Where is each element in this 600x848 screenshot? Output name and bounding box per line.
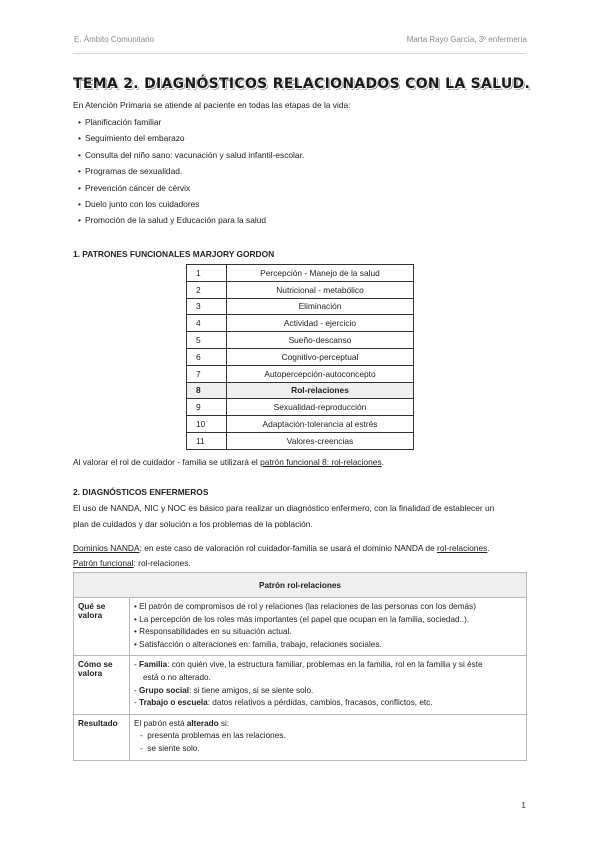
list-item: • Consulta del niño sano: vacunación y salud infantil-escolar. [78, 147, 304, 163]
intro-text: En Atención Primaria se atiende al paciente en todas las etapas de la vida: [73, 100, 351, 110]
pattern-name: Autopercepción-autoconcepto [227, 365, 414, 382]
que-content [130, 598, 527, 656]
table-header-row [74, 573, 527, 598]
dominios-label: Dominios NANDA [73, 543, 140, 553]
item-bold: Trabajo o escuela [139, 698, 208, 708]
pattern-name: Cognitivo-perceptual [227, 348, 414, 365]
como-label: Cómo se valora [74, 656, 130, 714]
list-item: • Responsabilidades en su situación actual. [134, 627, 292, 637]
pattern-name: Nutricional - metabólico [227, 281, 414, 298]
header-right: Marta Rayo García, 3º enfermería [406, 35, 527, 44]
dominios-link: rol-relaciones [437, 543, 488, 553]
pattern-number: 2 [187, 281, 227, 298]
table-row [187, 365, 414, 382]
note-link: patrón funcional 8: rol-relaciones [260, 457, 382, 467]
table-row [187, 399, 414, 416]
pattern-number: 7 [187, 365, 227, 382]
stages-list [78, 114, 304, 229]
list-item: - Trabajo o escuela: datos relativos a pérdidas, cambios, fracasos, conflictos, etc. [134, 698, 433, 708]
item-bold: Grupo social [139, 685, 190, 695]
list-item: • El patrón de compromisos de rol y relaciones (las relaciones de las personas con los demás) [134, 602, 476, 611]
dominios-end: . [487, 543, 490, 553]
pattern-name: Actividad - ejercicio [227, 315, 414, 332]
item-text: : con quién vive, la estructura familiar, problemas en la familia, rol en la familia y si éste [167, 660, 483, 670]
item-text: El patrón está [134, 718, 187, 728]
list-item: • Programas de sexualidad. [78, 163, 304, 179]
resultado-content [130, 714, 527, 760]
item-text: presenta problemas en las relaciones. [147, 731, 286, 741]
table-row [187, 416, 414, 433]
pattern-number: 6 [187, 348, 227, 365]
item-text: : si tiene amigos, si se siente solo. [189, 685, 314, 695]
pattern-name: Sexualidad-reproducción [227, 399, 414, 416]
list-item: • Satisfacción o alteraciones en: familia, trabajo, relaciones sociales. [134, 639, 382, 649]
section2-heading: 2. DIAGNÓSTICOS ENFERMEROS [73, 487, 209, 497]
list-item: - Familia: con quién vive, la estructura familiar, problemas en la familia, rol en la familia y si éste [134, 660, 483, 670]
pattern-name: Rol-relaciones [227, 382, 414, 399]
patron-line [73, 558, 191, 568]
section1-note [73, 457, 384, 467]
section2-para-line1: El uso de NANDA, NIC y NOC es básico para realizar un diagnóstico enfermero, con la finalidad de establecer un [73, 503, 495, 513]
item-text: se siente solo. [147, 743, 200, 753]
note-text: Al valorar el rol de cuidador - familia se utilizará el [73, 457, 261, 467]
pattern-name: Valores-creencias [227, 432, 414, 449]
table-row-highlighted [187, 382, 414, 399]
como-content [130, 656, 527, 714]
pattern-name: Sueño-descanso [227, 332, 414, 349]
pattern-number: 11 [187, 432, 227, 449]
list-item: - presenta problemas en las relaciones. [140, 731, 286, 741]
table-row [187, 315, 414, 332]
item-bold: Familia [139, 660, 168, 670]
section2-para-line2: plan de cuidados y dar solución a los problemas de la población. [73, 519, 313, 529]
que-label: Qué se valora [74, 598, 130, 656]
item-bold: alterado [186, 718, 219, 728]
table-header: Patrón rol-relaciones [74, 573, 527, 598]
pattern-number: 5 [187, 332, 227, 349]
note-end: . [381, 457, 384, 467]
list-item: • Duelo junto con los cuidadores [78, 196, 304, 212]
table-row [187, 298, 414, 315]
table-row [187, 348, 414, 365]
list-item: • Prevención cáncer de cérvix [78, 180, 304, 196]
table-row [74, 598, 527, 656]
resultado-label: Resultado [74, 714, 130, 760]
pattern-number: 3 [187, 298, 227, 315]
list-item: - Grupo social: si tiene amigos, si se siente solo. [134, 685, 314, 695]
page-number: 1 [521, 800, 526, 810]
pattern-number: 9 [187, 399, 227, 416]
item-text: : datos relativos a pérdidas, cambios, fracasos, conflictos, etc. [207, 698, 433, 708]
rol-relaciones-table [73, 572, 527, 761]
header-left: E. Ámbito Comunitario [74, 35, 155, 44]
pattern-name: Percepción - Manejo de la salud [227, 265, 414, 282]
patron-text: : rol-relaciones. [133, 558, 191, 568]
table-row [74, 656, 527, 714]
table-row [74, 714, 527, 760]
list-item-cont: está o no alterado. [143, 672, 211, 682]
item-text: Satisfacción o alteraciones en: familia, trabajo, relaciones sociales. [139, 639, 382, 649]
list-item: • Promoción de la salud y Educación para la salud [78, 212, 304, 228]
header-divider [73, 53, 526, 54]
section1-heading: 1. PATRONES FUNCIONALES MARJORY GORDON [73, 249, 275, 259]
dominios-text: : en este caso de valoración rol cuidador-familia se usará el dominio NANDA de [139, 543, 438, 553]
pattern-number: 1 [187, 265, 227, 282]
list-item: • Seguimiento del embarazo [78, 130, 304, 146]
gordon-patterns-table [186, 264, 414, 450]
pattern-name: Eliminación [227, 298, 414, 315]
list-item: - se siente solo. [140, 743, 200, 753]
table-row [187, 265, 414, 282]
item-text: La percepción de los roles más importantes (el papel que ocupan en la familia, sociedad..). [139, 614, 470, 624]
resultado-intro [134, 718, 522, 731]
table-row [187, 432, 414, 449]
item-text: si: [218, 718, 230, 728]
pattern-number: 8 [187, 382, 227, 399]
item-text: El patrón de compromisos de rol y relaciones (las relaciones de las personas con los demás) [139, 602, 476, 611]
pattern-number: 10 [187, 416, 227, 433]
pattern-name: Adaptación-tolerancia al estrés [227, 416, 414, 433]
pattern-number: 4 [187, 315, 227, 332]
table-row [187, 281, 414, 298]
page-title: TEMA 2. DIAGNÓSTICOS RELACIONADOS CON LA SALUD. [73, 76, 531, 92]
item-text: Responsabilidades en su situación actual. [139, 627, 292, 637]
table-row [187, 332, 414, 349]
patron-label: Patrón funcional [73, 558, 134, 568]
dominios-line [73, 543, 490, 553]
list-item: • La percepción de los roles más importantes (el papel que ocupan en la familia, sociedad..). [134, 614, 470, 624]
list-item: • Planificación familiar [78, 114, 304, 130]
